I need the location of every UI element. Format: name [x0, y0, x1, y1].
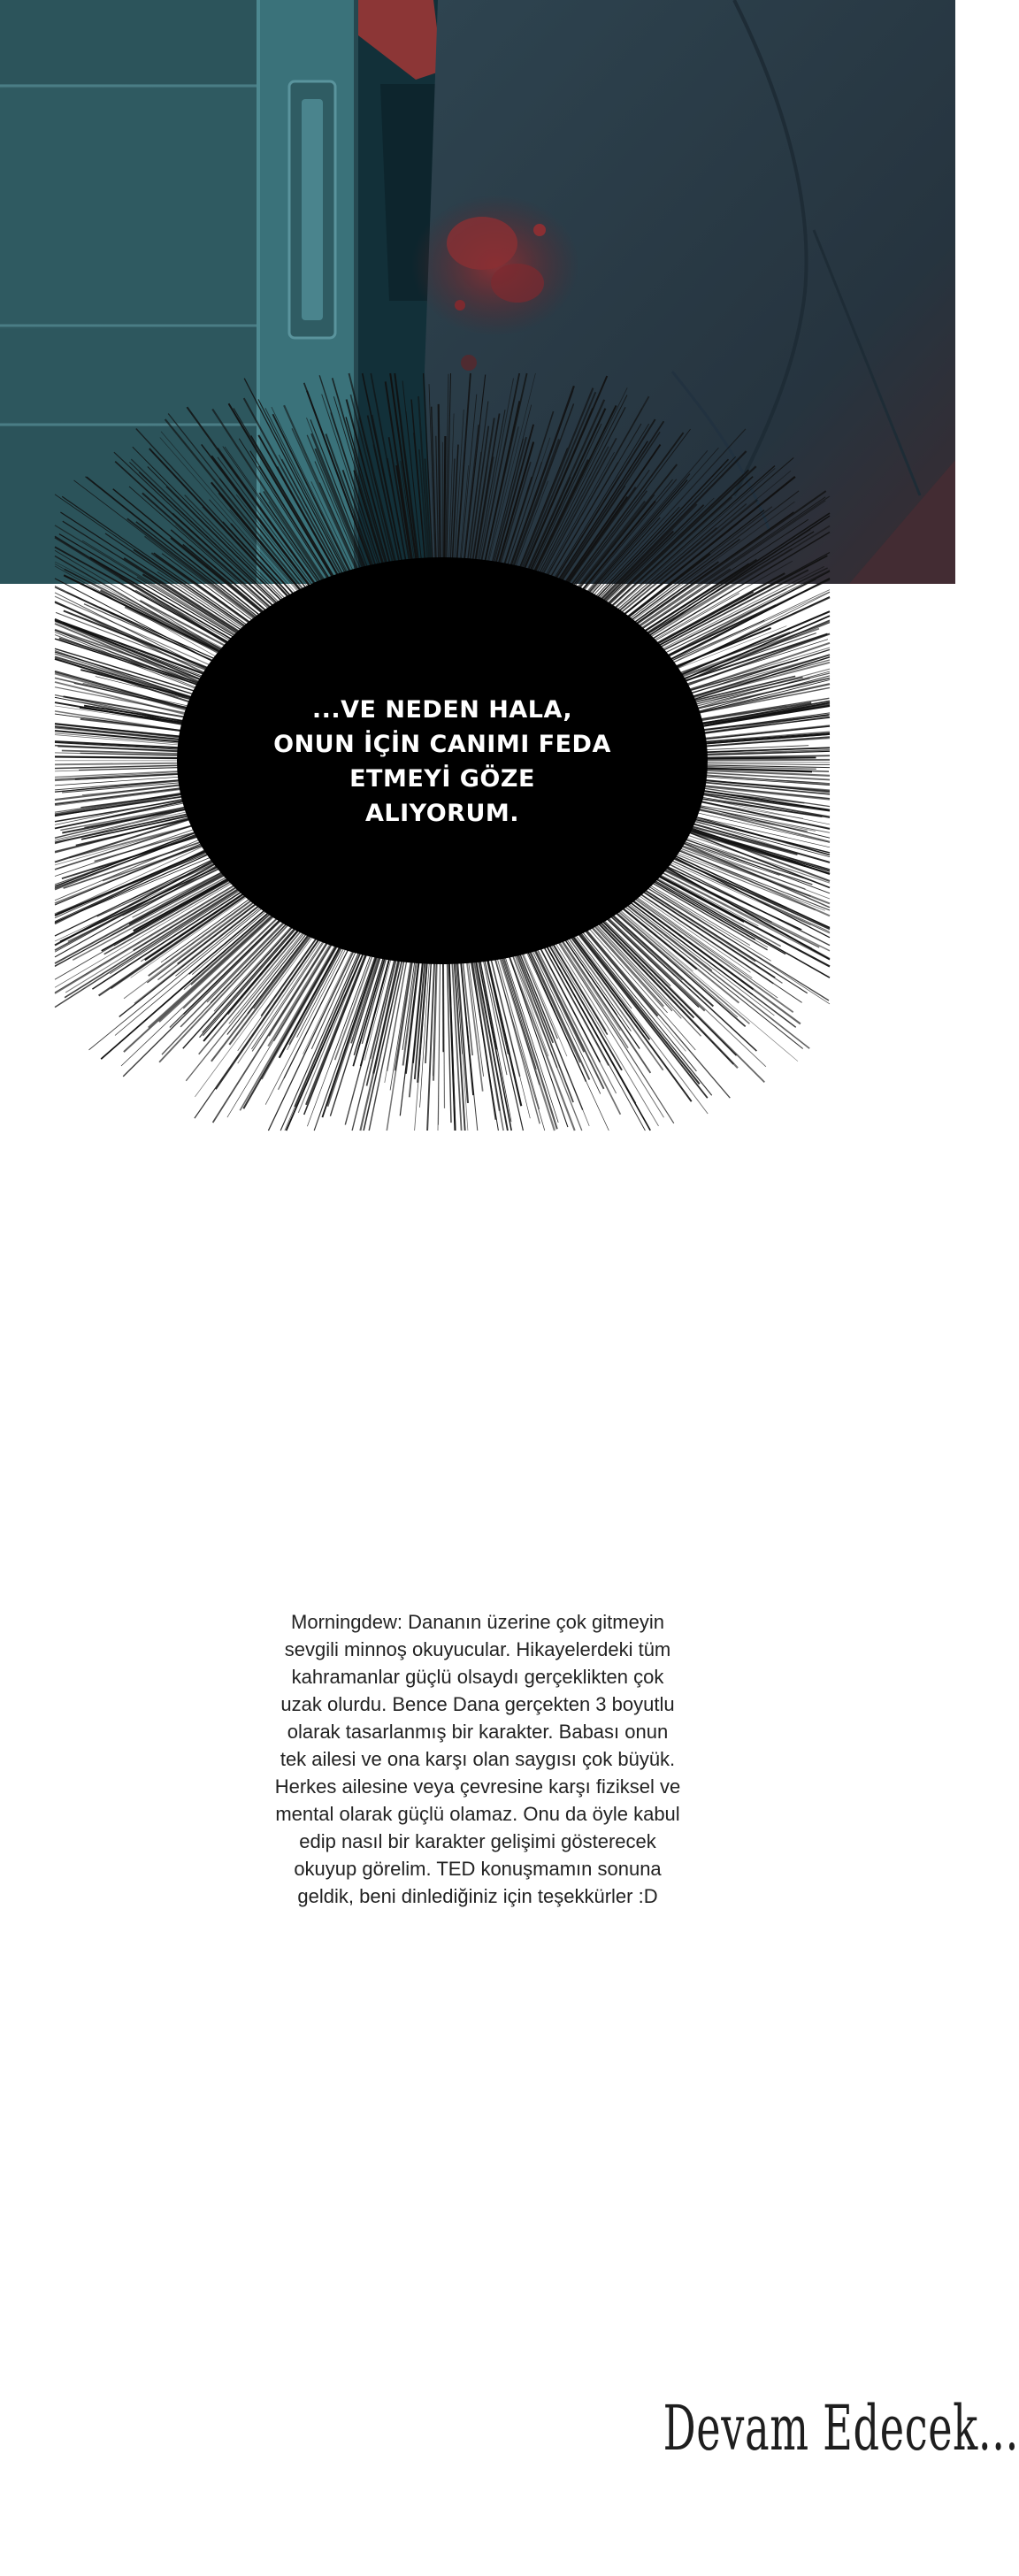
author-note-line: mental olarak güçlü olamaz. Onu da öyle kabul: [275, 1803, 680, 1825]
speech-line: ...VE NEDEN HALA,: [311, 696, 573, 724]
author-note-line: olarak tasarlanmış bir karakter. Babası onun: [287, 1721, 669, 1743]
author-note-line: okuyup görelim. TED konuşmamın sonuna: [294, 1858, 662, 1880]
door-panel-top: [0, 0, 257, 84]
author-note-line: uzak olurdu. Bence Dana gerçekten 3 boyutlu: [280, 1693, 675, 1715]
author-note: [221, 1608, 734, 1910]
author-note-line: edip nasıl bir karakter gelişimi gösterecek: [299, 1830, 656, 1852]
author-note-line: Morningdew: Dananın üzerine çok gitmeyin: [291, 1611, 664, 1633]
author-note-line: Herkes ailesine veya çevresine karşı fiziksel ve: [274, 1775, 681, 1798]
author-note-line: kahramanlar güçlü olsaydı gerçeklikten çok: [291, 1666, 664, 1688]
speech-line: ONUN İÇİN CANIMI FEDA: [273, 731, 611, 758]
speech-bubble-text: [248, 693, 637, 831]
speech-line: ETMEYİ GÖZE: [349, 765, 535, 793]
author-note-line: geldik, beni dinlediğiniz için teşekkürler :D: [297, 1885, 658, 1907]
author-note-line: tek ailesi ve ona karşı olan saygısı çok büyük.: [280, 1748, 676, 1770]
author-note-line: sevgili minnoş okuyucular. Hikayelerdeki tüm: [284, 1638, 671, 1660]
to-be-continued-text: Devam Edecek...: [663, 2392, 1019, 2465]
door-panel-mid: [0, 88, 257, 323]
speech-line: ALIYORUM.: [364, 800, 520, 827]
